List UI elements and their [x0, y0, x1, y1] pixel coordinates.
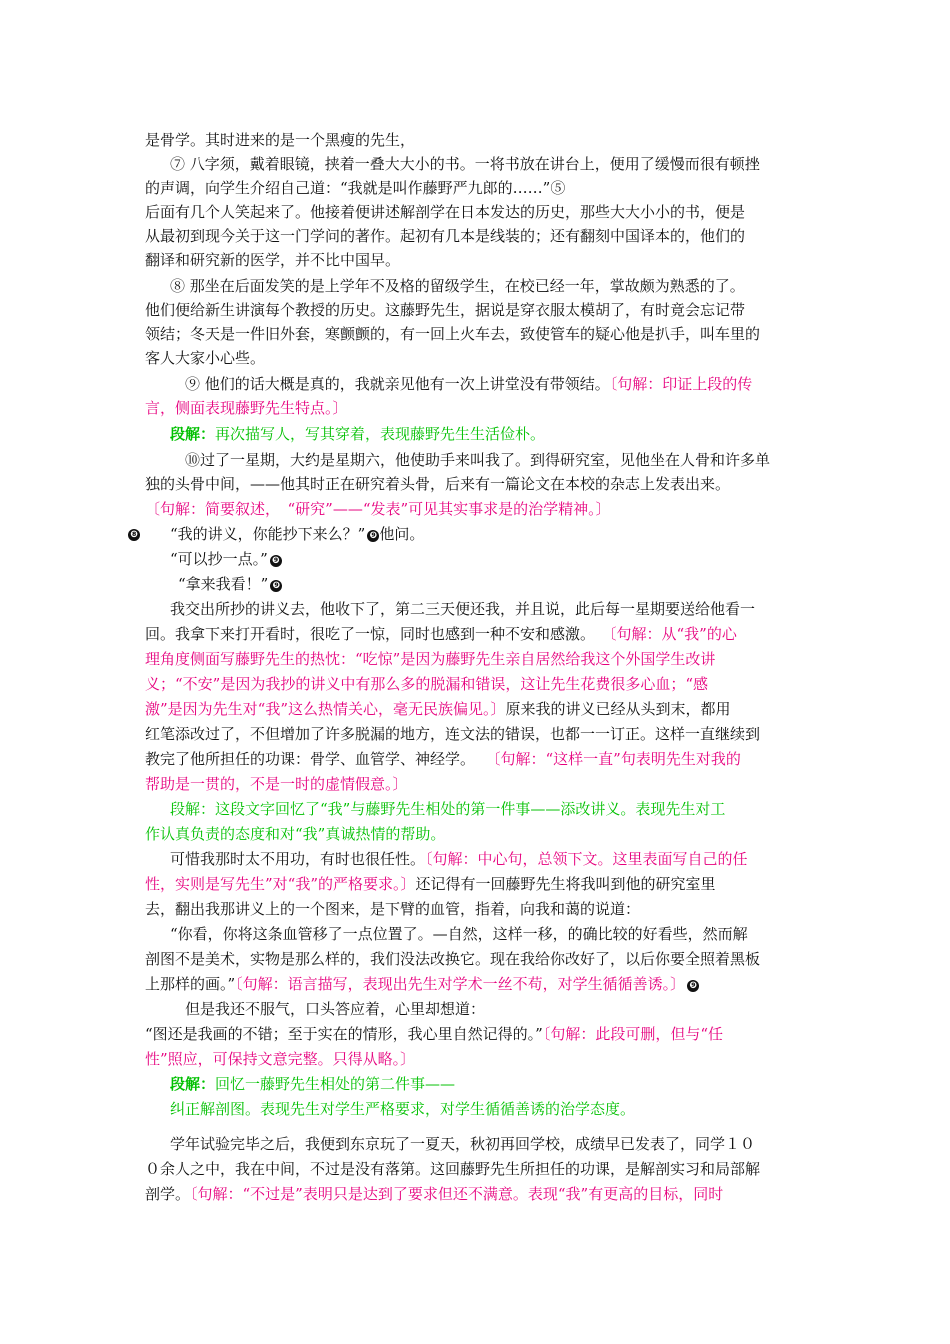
- text-line: [170, 847, 810, 871]
- text-line: 客人大家小心些。: [145, 349, 266, 367]
- text-line: [178, 572, 810, 596]
- text-line: 我交出所抄的讲义去，他收下了，第二三天便还我，并且说，此后每一星期要送给他看一: [170, 600, 756, 618]
- text-line: 独的头骨中间，——他其时正在研究着头骨，后来有一篇论文在本校的杂志上发表出来。: [145, 475, 731, 493]
- text-line: 从最初到现今关于这一门学问的著作。起初有几本是线装的；还有翻刻中国译本的，他们的: [145, 227, 746, 245]
- text-span: “图还是我画的不错；至于实在的情形，我心里自然记得的。”: [145, 1025, 543, 1043]
- text-line: 学年试验完毕之后，我便到东京玩了一夏天，秋初再回学校，成绩早已发表了，同学１０: [170, 1135, 756, 1153]
- circled-number-9-mark: ❾: [270, 555, 282, 567]
- paragraph-analysis: 段解：这段文字回忆了“我”与藤野先生相处的第一件事——添改讲义。表现先生对工: [170, 800, 726, 818]
- text-line: [170, 547, 810, 571]
- circled-number-8-mark: ❽: [128, 529, 140, 541]
- sentence-comment: 〔句解：印证上段的传: [609, 375, 753, 393]
- paragraph-analysis: 作认真负责的态度和对“我”真诚热情的帮助。: [145, 825, 446, 843]
- text-span: 上那样的画。”: [145, 975, 236, 993]
- sentence-comment: 激”是因为先生对“我”这么热情关心，毫无民族偏见。〕: [145, 700, 506, 718]
- sentence-comment: 〔句解：简要叙述， “研究”——“发表”可见其实事求是的治学精神。〕: [145, 500, 611, 518]
- analysis-label: 段解：: [170, 425, 216, 443]
- paragraph-analysis: [170, 1072, 810, 1096]
- text-line: “你看，你将这条血管移了一点位置了。—自然，这样一移，的确比较的好看些，然而解: [170, 925, 748, 943]
- dialogue-text: “可以抄一点。”: [170, 550, 268, 568]
- sentence-comment: 性”照应，可保持文意完整。只得从略。〕: [145, 1050, 416, 1068]
- sentence-comment: 〔句解：从“我”的心: [609, 625, 737, 643]
- text-line: ０余人之中，我在中间，不过是没有落第。这回藤野先生所担任的功课，是解剖实习和局部解: [145, 1160, 761, 1178]
- text-line: 去，翻出我那讲义上的一个图来，是下臂的血管，指着，向我和蔼的说道：: [145, 900, 641, 918]
- dialogue-text: “拿来我看！”: [178, 575, 269, 593]
- text-line: 但是我还不服气，口头答应着，心里却想道：: [185, 1000, 486, 1018]
- text-span: 剖学。: [145, 1185, 191, 1203]
- circled-number-9-mark: ❾: [687, 980, 699, 992]
- sentence-comment: 帮助是一贯的，不是一时的虚情假意。〕: [145, 775, 408, 793]
- text-line: [170, 522, 810, 546]
- sentence-comment: 〔句解：语言描写，表现出先生对学术一丝不苟，对学生循循善诱。〕: [235, 975, 686, 993]
- analysis-text: 回忆一藤野先生相处的第二件事——: [215, 1075, 456, 1093]
- text-span: 原来我的讲义已经从头到末，都用: [505, 700, 731, 718]
- sentence-comment: 〔句解：“这样一直”句表明先生对我的: [493, 750, 741, 768]
- circled-number-9-mark: ❾: [270, 580, 282, 592]
- sentence-comment: 言，侧面表现藤野先生特点。〕: [145, 399, 348, 417]
- sentence-comment: 性，实则是写先生”对“我”的严格要求。〕: [145, 875, 416, 893]
- text-line: 的声调，向学生介绍自己道：“我就是叫作藤野严九郎的……”⑤: [145, 179, 566, 197]
- text-span: 可惜我那时太不用功，有时也很任性。: [170, 850, 426, 868]
- text-line: 后面有几个人笑起来了。他接着便讲述解剖学在日本发达的历史，那些大大小小的书，便是: [145, 203, 746, 221]
- sentence-comment: 〔句解：“不过是”表明只是达到了要求但还不满意。表现“我”有更高的目标，同时: [190, 1185, 724, 1203]
- text-line: ⑧ 那坐在后面发笑的是上学年不及格的留级学生，在校已经一年，掌故颇为熟悉的了。: [170, 277, 745, 295]
- analysis-text: 再次描写人，写其穿着，表现藤野先生生活俭朴。: [215, 425, 546, 443]
- text-span: ⑨ 他们的话大概是真的，我就亲见他有一次上讲堂没有带领结。: [185, 375, 610, 393]
- text-line: [145, 1022, 810, 1046]
- text-span: 教完了他所担任的功课：骨学、血管学、神经学。: [145, 750, 476, 768]
- text-line: 红笔添改过了，不但增加了许多脱漏的地方，连文法的错误，也都一一订正。这样一直继续到: [145, 725, 761, 743]
- text-line: [145, 872, 810, 896]
- sentence-comment: 〔句解：此段可删，但与“任: [542, 1025, 724, 1043]
- text-line: 领结；冬天是一件旧外套，寒颤颤的，有一回上火车去，致使管车的疑心他是扒手，叫车里的: [145, 325, 761, 343]
- text-span: 还记得有一回藤野先生将我叫到他的研究室里: [415, 875, 716, 893]
- sentence-comment: 义；“不安”是因为我抄的讲义中有那么多的脱漏和错误，这让先生花费很多心血；“感: [145, 675, 709, 693]
- sentence-comment: 〔句解：中心句，总领下文。这里表面写自己的任: [425, 850, 748, 868]
- dialogue-text: “我的讲义，你能抄下来么？”: [170, 525, 366, 543]
- analysis-text: 纠正解剖图。表现先生对学生严格要求，对学生循循善诱的治学态度。: [170, 1100, 636, 1118]
- text-line: ⑦ 八字须，戴着眼镜，挟着一叠大大小的书。一将书放在讲台上，便用了缓慢而很有顿挫: [170, 155, 760, 173]
- text-span: 回。我拿下来打开看时，很吃了一惊，同时也感到一种不安和感激。: [145, 625, 596, 643]
- circled-number-9-mark: ❾: [367, 530, 379, 542]
- text-line: 翻译和研究新的医学，并不比中国早。: [145, 251, 401, 269]
- analysis-label: 段解：: [170, 1075, 216, 1093]
- text-line: [145, 622, 810, 646]
- text-line: [185, 372, 810, 396]
- text-line: [145, 697, 810, 721]
- text-line: ⑩过了一星期，大约是星期六，他使助手来叫我了。到得研究室，见他坐在人骨和许多单: [185, 451, 771, 469]
- dialogue-text: 他问。: [379, 525, 425, 543]
- text-line: 剖图不是美术，实物是那么样的，我们没法改换它。现在我给你改好了，以后你要全照着黑板: [145, 950, 761, 968]
- paragraph-analysis: [170, 422, 810, 446]
- text-line: [145, 1182, 810, 1206]
- text-line: [145, 747, 810, 771]
- sentence-comment: 理角度侧面写藤野先生的热忱：“吃惊”是因为藤野先生亲自居然给我这个外国学生改讲: [145, 650, 716, 668]
- text-line: 是骨学。其时进来的是一个黑瘦的先生，: [145, 131, 416, 149]
- text-line: 他们便给新生讲演每个教授的历史。这藤野先生，据说是穿衣服太模胡了，有时竟会忘记带: [145, 301, 746, 319]
- text-line: [145, 972, 810, 996]
